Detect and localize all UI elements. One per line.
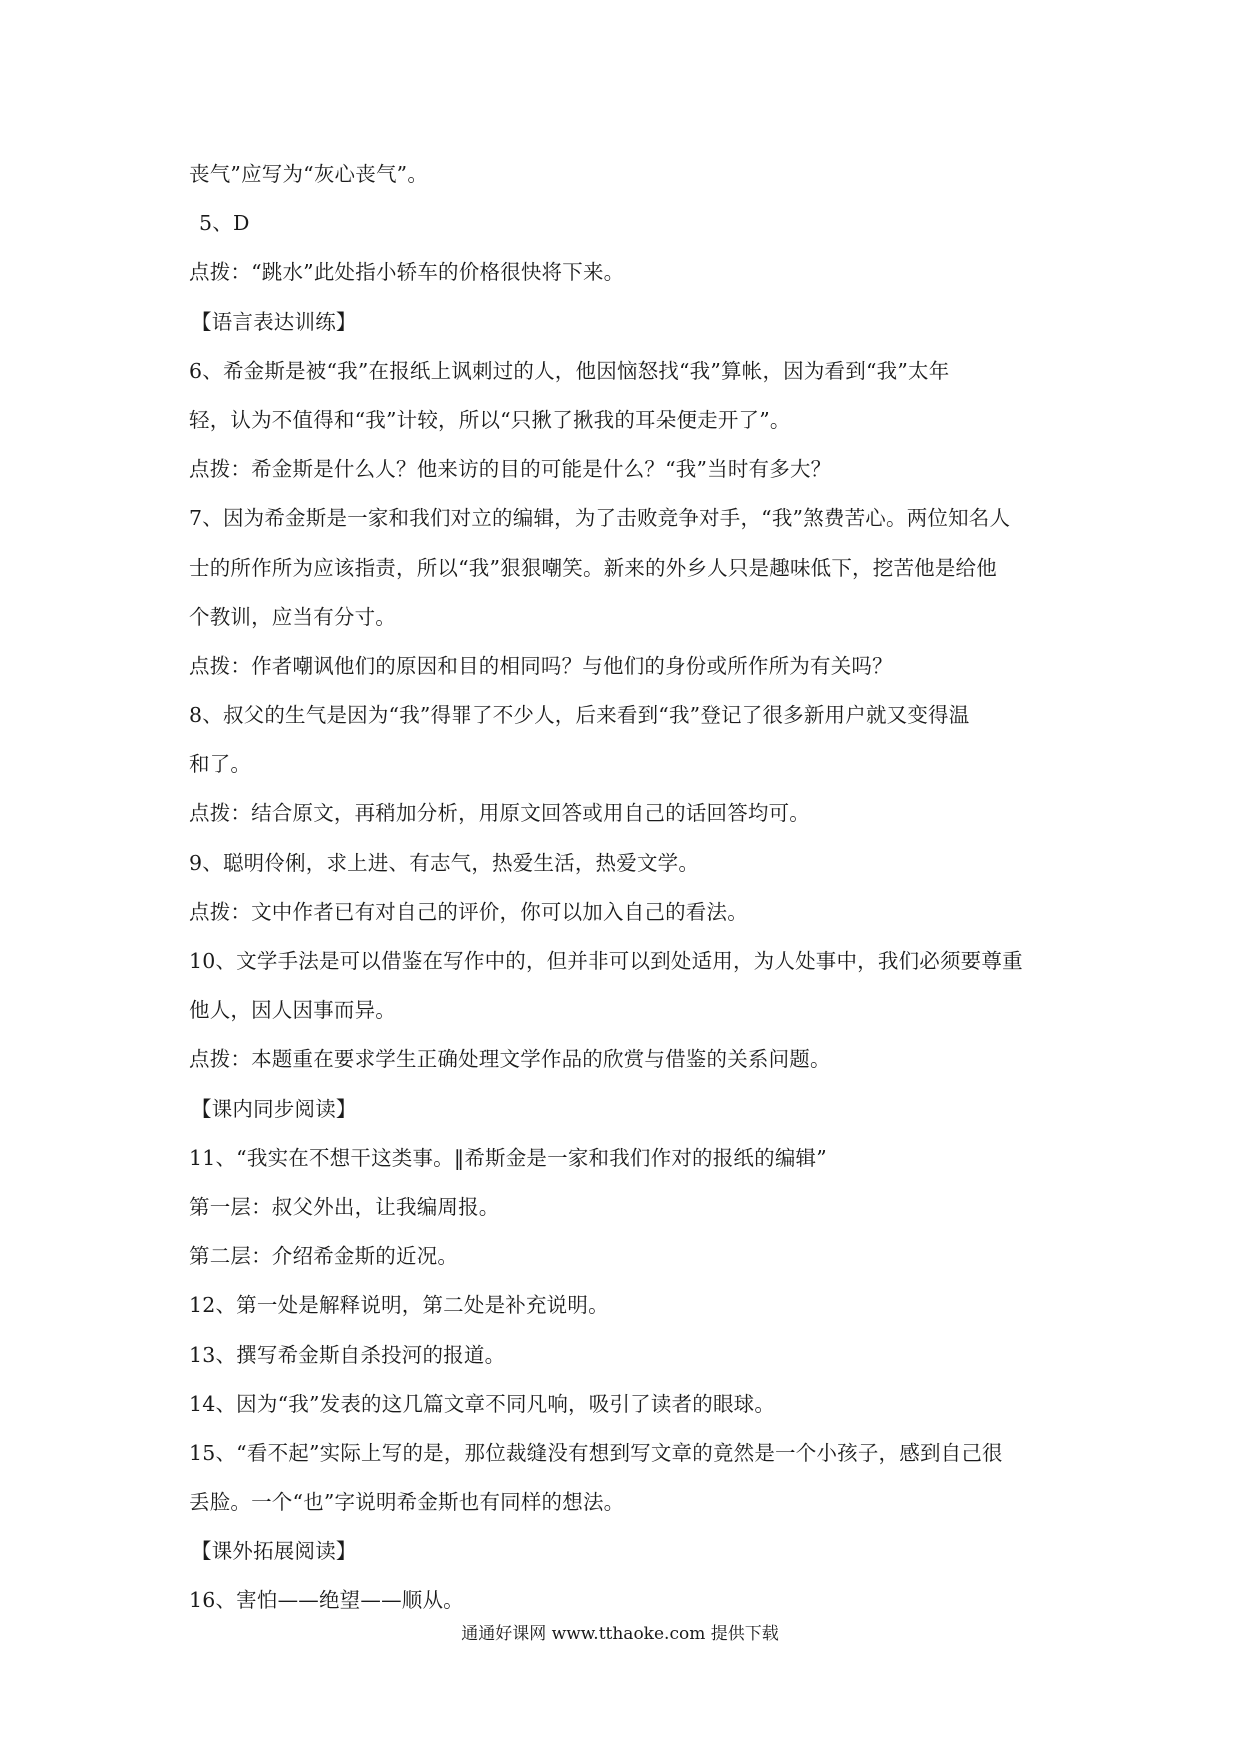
text-line: 和了。 bbox=[189, 752, 252, 777]
answer-item: 11、“我实在不想干这类事。‖希斯金是一家和我们作对的报纸的编辑” bbox=[189, 1145, 827, 1170]
text-line: 丧气”应写为“灰心丧气”。 bbox=[189, 162, 429, 186]
hint-line: 点拨：“跳水”此处指小轿车的价格很快将下来。 bbox=[189, 260, 625, 285]
answer-item: 10、文学手法是可以借鉴在写作中的，但并非可以到处适用，为人处事中，我们必须要尊重 bbox=[189, 949, 1023, 973]
answer-item: 9、聪明伶俐，求上进、有志气，热爱生活，热爱文学。 bbox=[189, 850, 700, 875]
text-line: 第二层：介绍希金斯的近况。 bbox=[189, 1244, 459, 1269]
hint-line: 点拨：结合原文，再稍加分析，用原文回答或用自己的话回答均可。 bbox=[189, 801, 810, 826]
text-line: 他人，因人因事而异。 bbox=[189, 998, 396, 1023]
answer-item: 6、希金斯是被“我”在报纸上讽刺过的人，他因恼怒找“我”算帐，因为看到“我”太年 bbox=[189, 358, 950, 383]
answer-item: 14、因为“我”发表的这几篇文章不同凡响，吸引了读者的眼球。 bbox=[189, 1391, 776, 1416]
text-line: 个教训，应当有分寸。 bbox=[189, 604, 396, 629]
hint-line: 点拨：作者嘲讽他们的原因和目的相同吗？与他们的身份或所作所为有关吗？ bbox=[189, 653, 893, 678]
answer-item: 12、第一处是解释说明，第二处是补充说明。 bbox=[189, 1293, 609, 1318]
text-line: 丢脸。一个“也”字说明希金斯也有同样的想法。 bbox=[189, 1490, 625, 1515]
text-line: 轻，认为不值得和“我”计较，所以“只揪了揪我的耳朵便走开了”。 bbox=[189, 407, 791, 432]
answer-item: 7、因为希金斯是一家和我们对立的编辑，为了击败竞争对手，“我”煞费苦心。两位知名人 bbox=[189, 506, 1011, 531]
answer-text-body bbox=[189, 150, 1059, 1626]
hint-line: 点拨：本题重在要求学生正确处理文学作品的欣赏与借鉴的关系问题。 bbox=[189, 1047, 831, 1072]
section-heading: 【课内同步阅读】 bbox=[191, 1096, 357, 1121]
answer-item: 13、撰写希金斯自杀投河的报道。 bbox=[189, 1342, 506, 1367]
hint-line: 点拨：文中作者已有对自己的评价，你可以加入自己的看法。 bbox=[189, 899, 748, 924]
text-line: 第一层：叔父外出，让我编周报。 bbox=[189, 1194, 500, 1219]
answer-item: 5、D bbox=[199, 211, 250, 236]
answer-item: 15、“看不起”实际上写的是，那位裁缝没有想到写文章的竟然是一个小孩子，感到自己很 bbox=[189, 1440, 1003, 1465]
page-footer: 通通好课网 www.tthaoke.com 提供下载 bbox=[461, 1624, 779, 1644]
answer-item: 8、叔父的生气是因为“我”得罪了不少人，后来看到“我”登记了很多新用户就又变得温 bbox=[189, 703, 970, 728]
hint-line: 点拨：希金斯是什么人？他来访的目的可能是什么？“我”当时有多大？ bbox=[189, 457, 832, 482]
section-heading: 【课外拓展阅读】 bbox=[191, 1539, 357, 1564]
answer-item: 16、害怕——绝望——顺从。 bbox=[189, 1588, 464, 1613]
text-line: 士的所作所为应该指责，所以“我”狠狠嘲笑。新来的外乡人只是趣味低下，挖苦他是给他 bbox=[189, 555, 997, 580]
section-heading: 【语言表达训练】 bbox=[191, 309, 357, 334]
